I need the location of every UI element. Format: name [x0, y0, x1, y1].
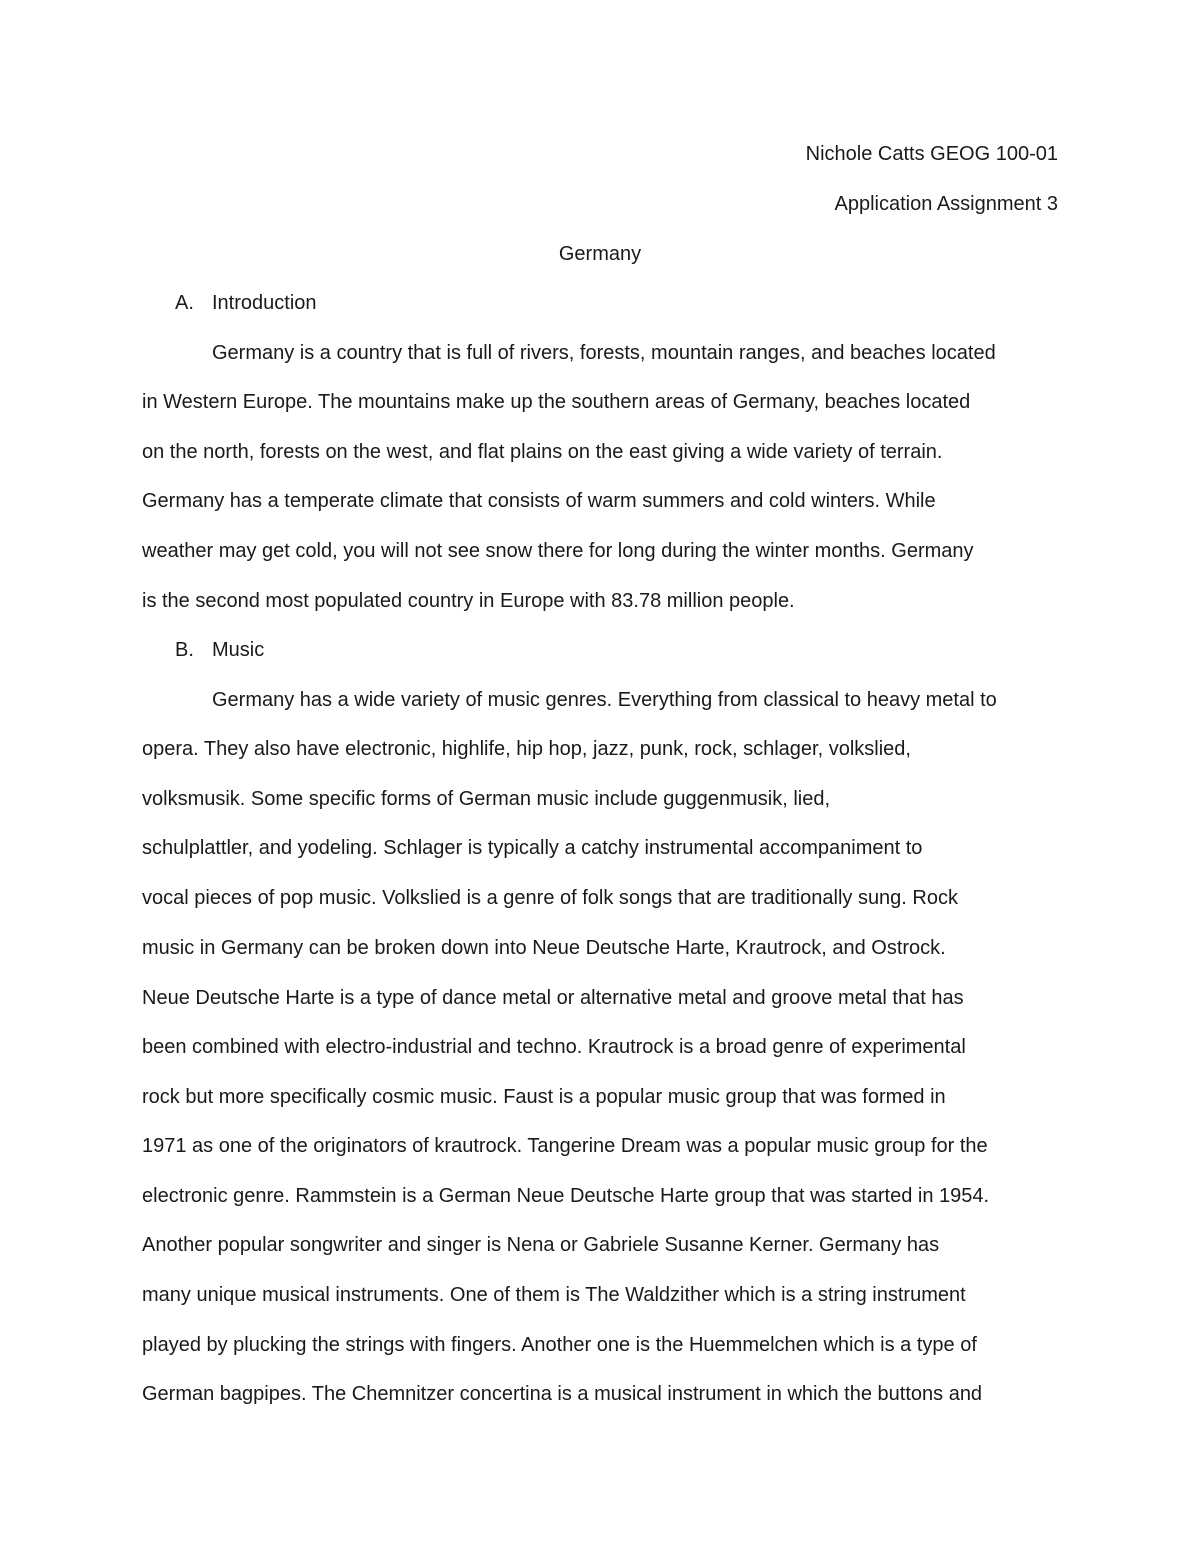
- paragraph-line: Germany has a temperate climate that consists of warm summers and cold winters. While: [142, 490, 936, 512]
- paragraph-line: on the north, forests on the west, and flat plains on the east giving a wide variety of terrain.: [142, 441, 943, 463]
- section-b-heading: Music: [212, 639, 265, 661]
- paragraph-line: many unique musical instruments. One of them is The Waldzither which is a string instrument: [142, 1284, 966, 1306]
- paragraph-line: is the second most populated country in Europe with 83.78 million people.: [142, 590, 795, 612]
- paragraph-line: Another popular songwriter and singer is Nena or Gabriele Susanne Kerner. Germany has: [142, 1234, 940, 1256]
- paragraph-line: vocal pieces of pop music. Volkslied is a genre of folk songs that are traditionally sung. Rock: [142, 887, 958, 909]
- section-a-heading: Introduction: [212, 292, 317, 314]
- header-name-course: Nichole Catts GEOG 100-01: [805, 143, 1058, 165]
- paragraph-line: been combined with electro-industrial and techno. Krautrock is a broad genre of experimental: [142, 1036, 966, 1058]
- header-assignment: Application Assignment 3: [834, 193, 1058, 215]
- section-b-letter: B.: [175, 639, 194, 661]
- paragraph-line: electronic genre. Rammstein is a German Neue Deutsche Harte group that was started in 1954.: [142, 1185, 990, 1207]
- section-a-letter: A.: [175, 292, 194, 314]
- paragraph-line: music in Germany can be broken down into Neue Deutsche Harte, Krautrock, and Ostrock.: [142, 937, 946, 959]
- paragraph-line: German bagpipes. The Chemnitzer concertina is a musical instrument in which the buttons and: [142, 1383, 983, 1405]
- paragraph-line: Germany has a wide variety of music genres. Everything from classical to heavy metal to: [212, 689, 997, 711]
- paragraph-line: rock but more specifically cosmic music. Faust is a popular music group that was formed in: [142, 1086, 946, 1108]
- paragraph-line: played by plucking the strings with fingers. Another one is the Huemmelchen which is a type of: [142, 1334, 977, 1356]
- paragraph-line: opera. They also have electronic, highlife, hip hop, jazz, punk, rock, schlager, volkslied,: [142, 738, 911, 760]
- paragraph-line: volksmusik. Some specific forms of German music include guggenmusik, lied,: [142, 788, 831, 810]
- paragraph-line: schulplattler, and yodeling. Schlager is typically a catchy instrumental accompaniment to: [142, 837, 923, 859]
- document-title: Germany: [558, 243, 642, 265]
- paragraph-line: Neue Deutsche Harte is a type of dance metal or alternative metal and groove metal that has: [142, 987, 964, 1009]
- paragraph-line: 1971 as one of the originators of krautrock. Tangerine Dream was a popular music group for the: [142, 1135, 988, 1157]
- paragraph-line: in Western Europe. The mountains make up the southern areas of Germany, beaches located: [142, 391, 971, 413]
- paragraph-line: Germany is a country that is full of rivers, forests, mountain ranges, and beaches located: [212, 342, 996, 364]
- paragraph-line: weather may get cold, you will not see snow there for long during the winter months. Germany: [142, 540, 974, 562]
